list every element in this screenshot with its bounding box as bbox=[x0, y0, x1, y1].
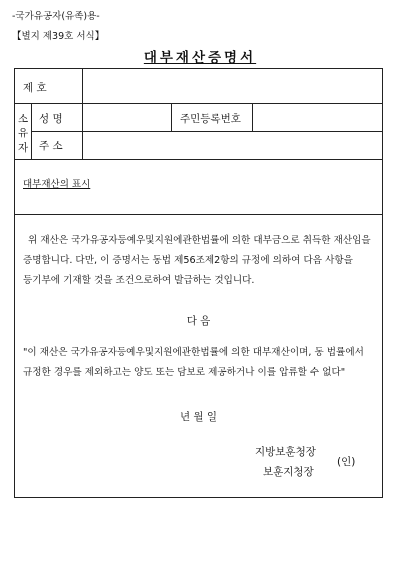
form-number: 【별지 제39호 서식】 bbox=[12, 31, 105, 42]
property-field[interactable] bbox=[16, 191, 381, 213]
name-label: 성 명 bbox=[39, 113, 63, 125]
document-title: 대부재산증명서 bbox=[143, 50, 257, 66]
rrn-label: 주민등록번호 bbox=[180, 113, 241, 125]
body-line-1: 위 재산은 국가유공자등예우및지원에관한법률에 의한 대부금으로 취득한 재산임을 bbox=[28, 235, 371, 246]
quote-line-2: 규정한 경우를 제외하고는 양도 또는 담보로 제공하거나 이를 압류할 수 없다" bbox=[23, 367, 346, 378]
name-field[interactable] bbox=[83, 104, 171, 130]
owner-label-2: 유 bbox=[18, 127, 29, 139]
address-field[interactable] bbox=[83, 132, 381, 158]
property-label: 대부재산의 표시 bbox=[23, 179, 91, 190]
body-line-3: 등기부에 기재할 것을 조건으로하여 발급하는 것입니다. bbox=[23, 275, 255, 286]
issue-date: 년 월 일 bbox=[179, 411, 218, 423]
form-category: -국가유공자(유족)용- bbox=[12, 11, 100, 22]
owner-label-1: 소 bbox=[18, 113, 29, 125]
divider bbox=[15, 159, 382, 160]
issuer-branch: 보훈지청장 bbox=[263, 466, 314, 478]
quote-line-1: "이 재산은 국가유공자등예우및지원에관한법률에 의한 대부재산이며, 동 법률에서 bbox=[23, 347, 364, 358]
divider bbox=[15, 214, 382, 215]
number-label: 제 호 bbox=[23, 82, 47, 94]
divider bbox=[171, 103, 172, 131]
certificate-frame bbox=[14, 68, 383, 498]
owner-label-3: 자 bbox=[18, 142, 29, 154]
rrn-field[interactable] bbox=[253, 104, 381, 130]
address-label: 주 소 bbox=[39, 140, 63, 152]
issuer-regional: 지방보훈청장 bbox=[255, 446, 316, 458]
following-heading: 다 음 bbox=[186, 315, 211, 327]
divider bbox=[82, 69, 83, 103]
seal-mark: (인) bbox=[337, 456, 356, 468]
body-line-2: 증명합니다. 다만, 이 증명서는 동법 제56조제2항의 규정에 의하여 다음 사항을 bbox=[23, 255, 353, 266]
